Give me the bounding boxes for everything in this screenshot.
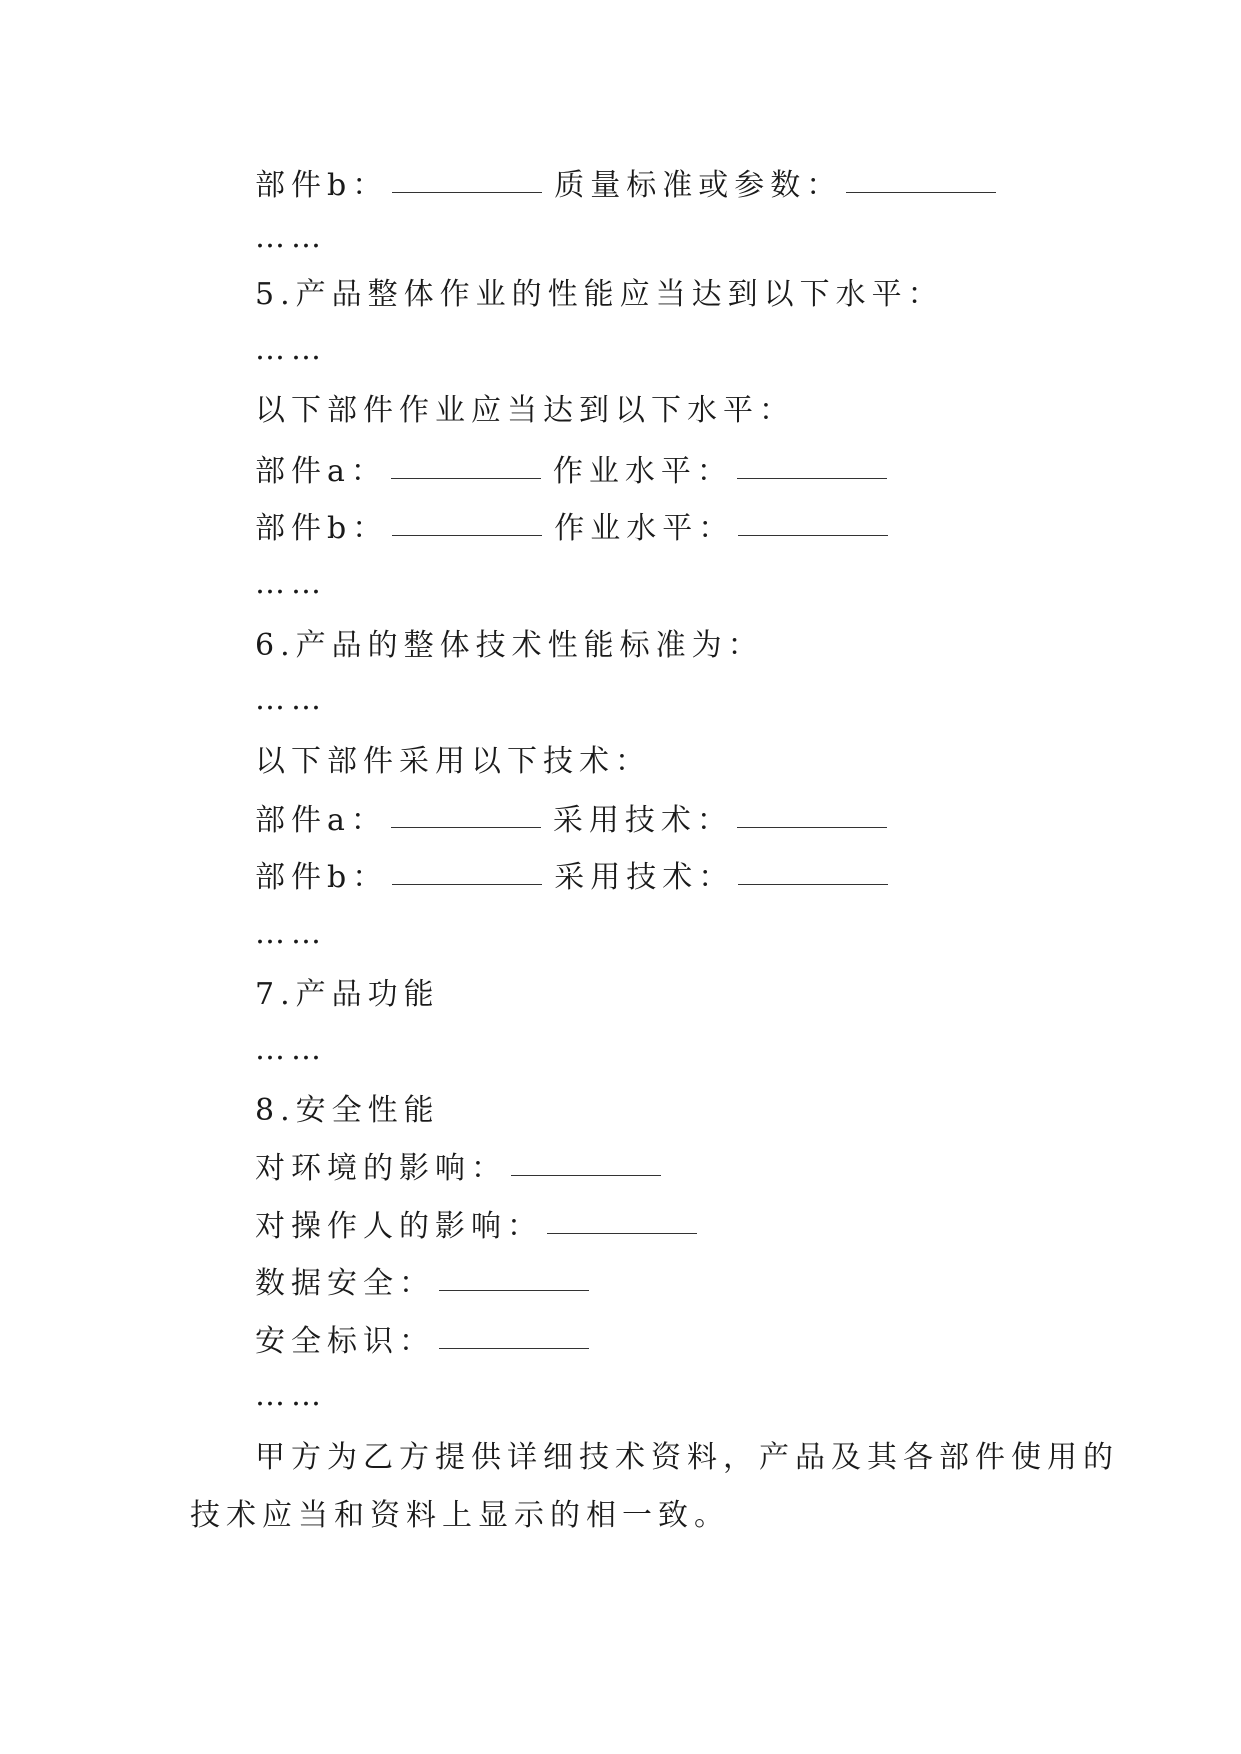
fill-in-blank — [738, 509, 888, 536]
fill-in-blank — [737, 452, 887, 479]
fill-in-blank — [392, 509, 542, 536]
paragraph-text: 以下部件采用以下技术： — [255, 744, 651, 779]
field-row-safety-marking — [255, 1322, 601, 1362]
fill-in-blank — [547, 1207, 697, 1234]
field-label: 质量标准或参数： — [554, 168, 843, 203]
field-label: 采用技术： — [554, 860, 735, 895]
field-label: 作业水平： — [552, 454, 733, 489]
fill-in-blank — [738, 858, 888, 885]
field-label: 部件a： — [255, 454, 387, 489]
closing-paragraph-line-2: 技术应当和资料上显示的相一致。 — [190, 1498, 730, 1533]
field-label: 对环境的影响： — [255, 1151, 507, 1186]
field-label: 安全标识： — [255, 1324, 435, 1359]
field-label: 对操作人的影响： — [255, 1209, 543, 1244]
field-row-part-b-tech — [255, 858, 900, 898]
ellipsis: …… — [255, 332, 327, 367]
field-label: 作业水平： — [554, 511, 735, 546]
fill-in-blank — [391, 801, 541, 828]
fill-in-blank — [392, 858, 542, 885]
fill-in-blank — [392, 166, 542, 193]
field-row-part-b-level — [255, 509, 900, 549]
ellipsis: …… — [255, 1378, 327, 1413]
field-row-part-a-level — [255, 452, 899, 492]
fill-in-blank — [846, 166, 996, 193]
fill-in-blank — [737, 801, 887, 828]
fill-in-blank — [439, 1264, 589, 1291]
field-row-data-security — [255, 1264, 601, 1304]
section-heading-5: 5.产品整体作业的性能应当达到以下水平： — [255, 277, 944, 312]
field-label: 部件b： — [255, 168, 389, 203]
fill-in-blank — [439, 1322, 589, 1349]
field-label: 部件b： — [255, 511, 389, 546]
field-row-environment-impact — [255, 1149, 673, 1189]
field-row-part-a-tech — [255, 801, 899, 841]
fill-in-blank — [391, 452, 541, 479]
field-row-part-b-quality — [255, 166, 1008, 206]
ellipsis: …… — [255, 916, 327, 951]
field-label: 采用技术： — [552, 803, 733, 838]
field-label: 部件a： — [255, 803, 387, 838]
paragraph-text: 以下部件作业应当达到以下水平： — [255, 393, 795, 428]
section-heading-8: 8.安全性能 — [255, 1093, 440, 1128]
ellipsis: …… — [255, 220, 327, 255]
section-heading-6: 6.产品的整体技术性能标准为： — [255, 628, 764, 663]
ellipsis: …… — [255, 682, 327, 717]
section-heading-7: 7.产品功能 — [255, 977, 440, 1012]
closing-paragraph-line-1: 甲方为乙方提供详细技术资料，产品及其各部件使用的 — [255, 1440, 1119, 1475]
fill-in-blank — [511, 1149, 661, 1176]
field-label: 数据安全： — [255, 1266, 435, 1301]
field-row-operator-impact — [255, 1207, 709, 1247]
ellipsis: …… — [255, 1032, 327, 1067]
field-label: 部件b： — [255, 860, 389, 895]
ellipsis: …… — [255, 566, 327, 601]
